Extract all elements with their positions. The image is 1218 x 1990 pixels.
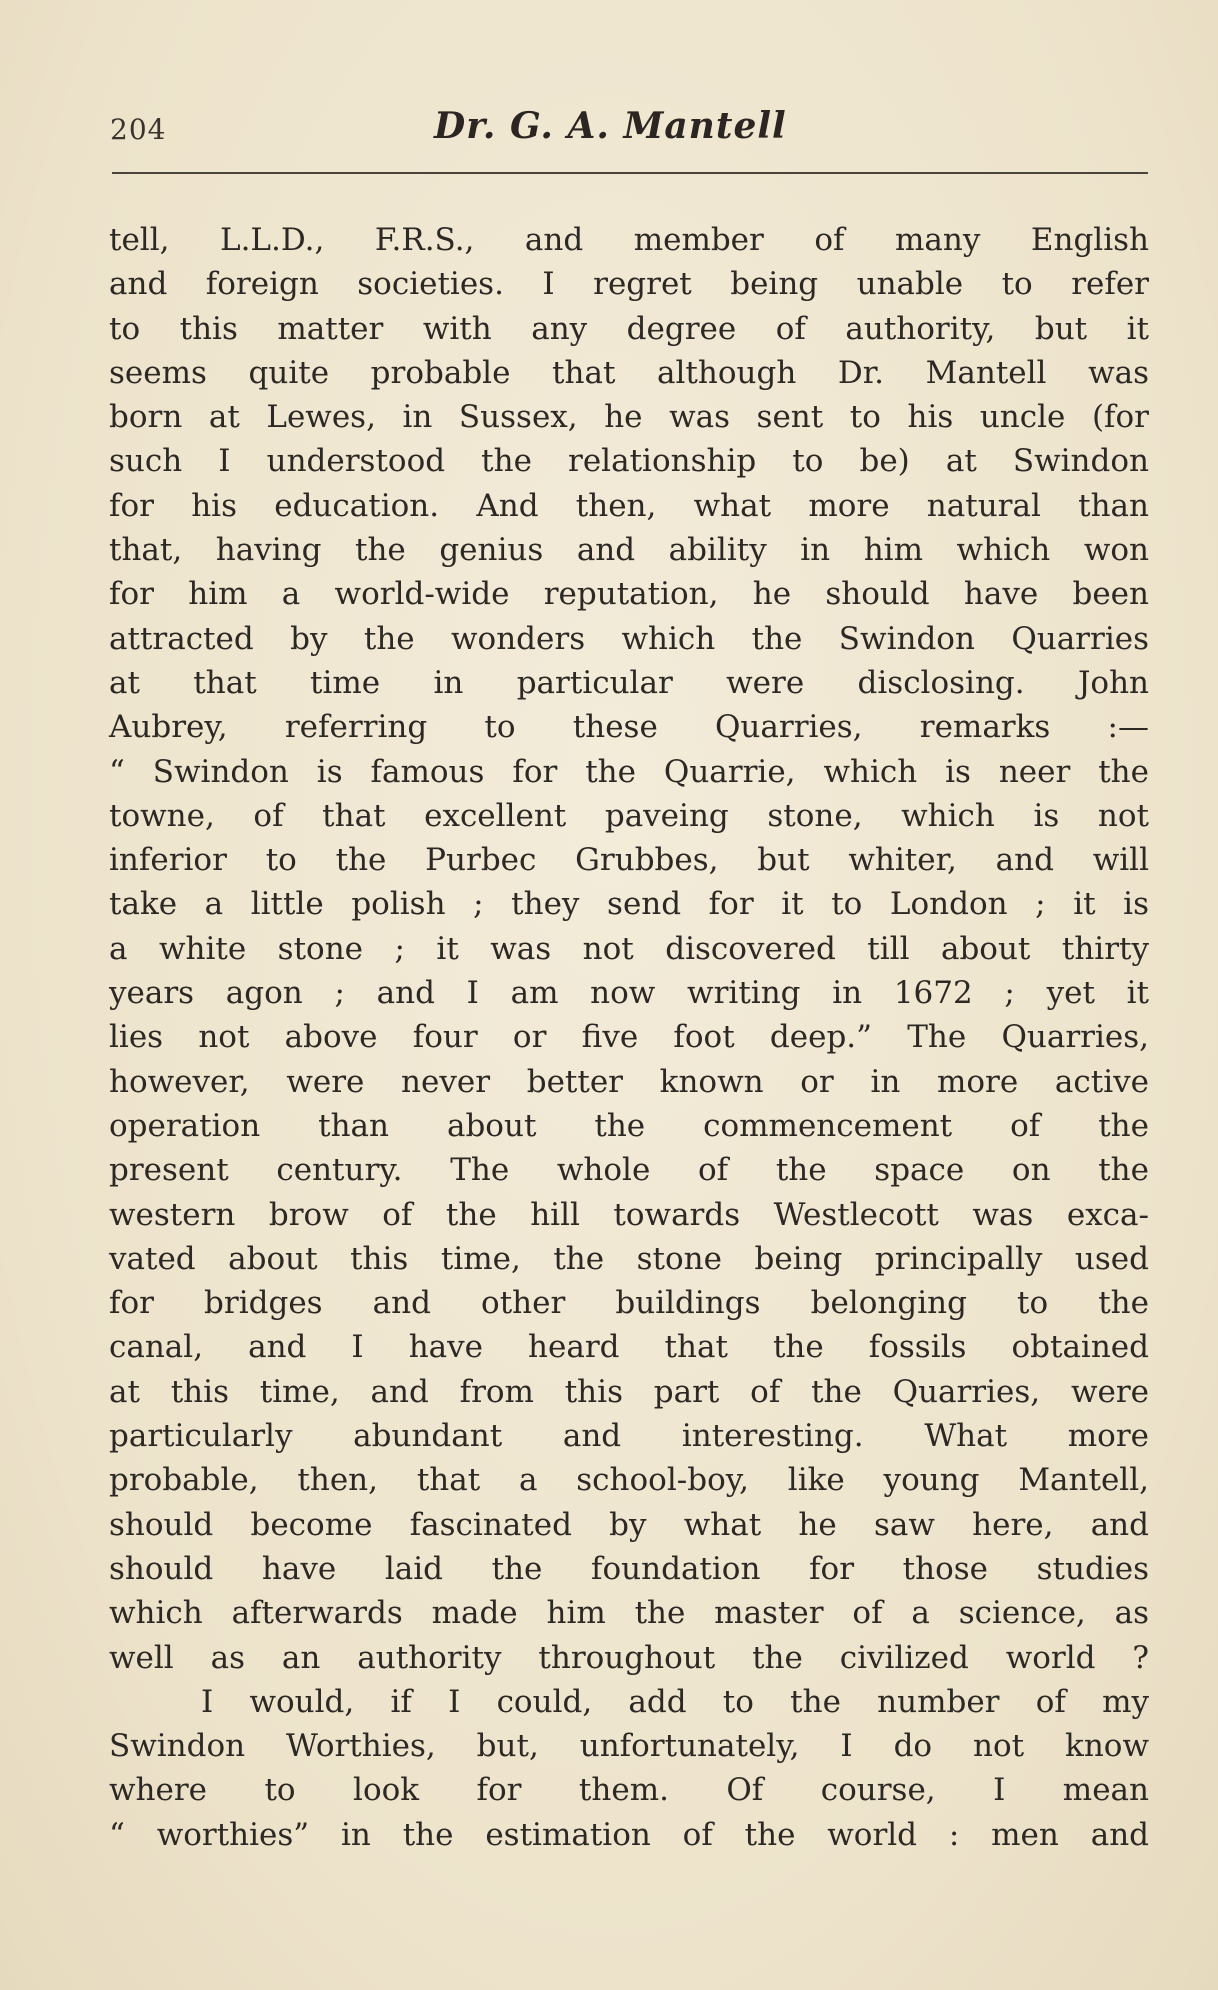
text-line: present century. The whole of the space on the xyxy=(109,1152,1149,1189)
text-line: attracted by the wonders which the Swindon Quarries xyxy=(109,620,1149,657)
text-line: Swindon Worthies, but, unfortunately, I do not know xyxy=(109,1728,1149,1765)
text-line: for bridges and other buildings belonging to the xyxy=(109,1285,1149,1322)
text-line: western brow of the hill towards Westlecott was exca- xyxy=(109,1196,1149,1233)
text-line: at this time, and from this part of the Quarries, were xyxy=(109,1373,1149,1410)
text-line: a white stone ; it was not discovered till about thirty xyxy=(109,930,1149,967)
page-header xyxy=(108,105,1148,155)
text-line: inferior to the Purbec Grubbes, but whiter, and will xyxy=(109,842,1149,879)
text-line: and foreign societies. I regret being unable to refer xyxy=(109,266,1149,303)
text-line: born at Lewes, in Sussex, he was sent to his uncle (for xyxy=(109,399,1149,436)
text-line: towne, of that excellent paveing stone, which is not xyxy=(109,797,1149,834)
text-line: which afterwards made him the master of a science, as xyxy=(109,1595,1149,1632)
text-line: “ worthies” in the estimation of the world : men and xyxy=(109,1816,1149,1853)
text-line: canal, and I have heard that the fossils obtained xyxy=(109,1329,1149,1366)
text-line: for his education. And then, what more natural than xyxy=(109,487,1149,524)
text-line: for him a world-wide reputation, he should have been xyxy=(109,576,1149,613)
text-line-paragraph-start: I would, if I could, add to the number of my xyxy=(201,1683,1149,1720)
text-line: where to look for them. Of course, I mean xyxy=(109,1772,1149,1809)
text-line: Aubrey, referring to these Quarries, remarks :— xyxy=(109,709,1149,746)
text-line: take a little polish ; they send for it to London ; it is xyxy=(109,886,1149,923)
text-line: operation than about the commencement of the xyxy=(109,1107,1149,1144)
text-line: however, were never better known or in more active xyxy=(109,1063,1149,1100)
text-line: “ Swindon is famous for the Quarrie, which is neer the xyxy=(109,753,1149,790)
text-line: seems quite probable that although Dr. Mantell was xyxy=(109,354,1149,391)
text-line: that, having the genius and ability in him which won xyxy=(109,532,1149,569)
text-line: particularly abundant and interesting. What more xyxy=(109,1418,1149,1455)
text-line: well as an authority throughout the civilized world ? xyxy=(109,1639,1149,1676)
text-line: at that time in particular were disclosing. John xyxy=(109,664,1149,701)
text-line: to this matter with any degree of authority, but it xyxy=(109,310,1149,347)
text-line: probable, then, that a school-boy, like young Mantell, xyxy=(109,1462,1149,1499)
header-rule xyxy=(112,172,1148,174)
text-line: should have laid the foundation for those studies xyxy=(109,1550,1149,1587)
body-text xyxy=(109,218,1149,1857)
page-number: 204 xyxy=(110,113,167,146)
running-head: Dr. G. A. Mantell xyxy=(434,105,787,147)
text-line: vated about this time, the stone being principally used xyxy=(109,1240,1149,1277)
text-line: lies not above four or five foot deep.” The Quarries, xyxy=(109,1019,1149,1056)
text-line: tell, L.L.D., F.R.S., and member of many English xyxy=(109,222,1149,258)
text-line: such I understood the relationship to be) at Swindon xyxy=(109,443,1149,480)
text-line: years agon ; and I am now writing in 1672 ; yet it xyxy=(109,975,1149,1012)
text-line: should become fascinated by what he saw here, and xyxy=(109,1506,1149,1543)
